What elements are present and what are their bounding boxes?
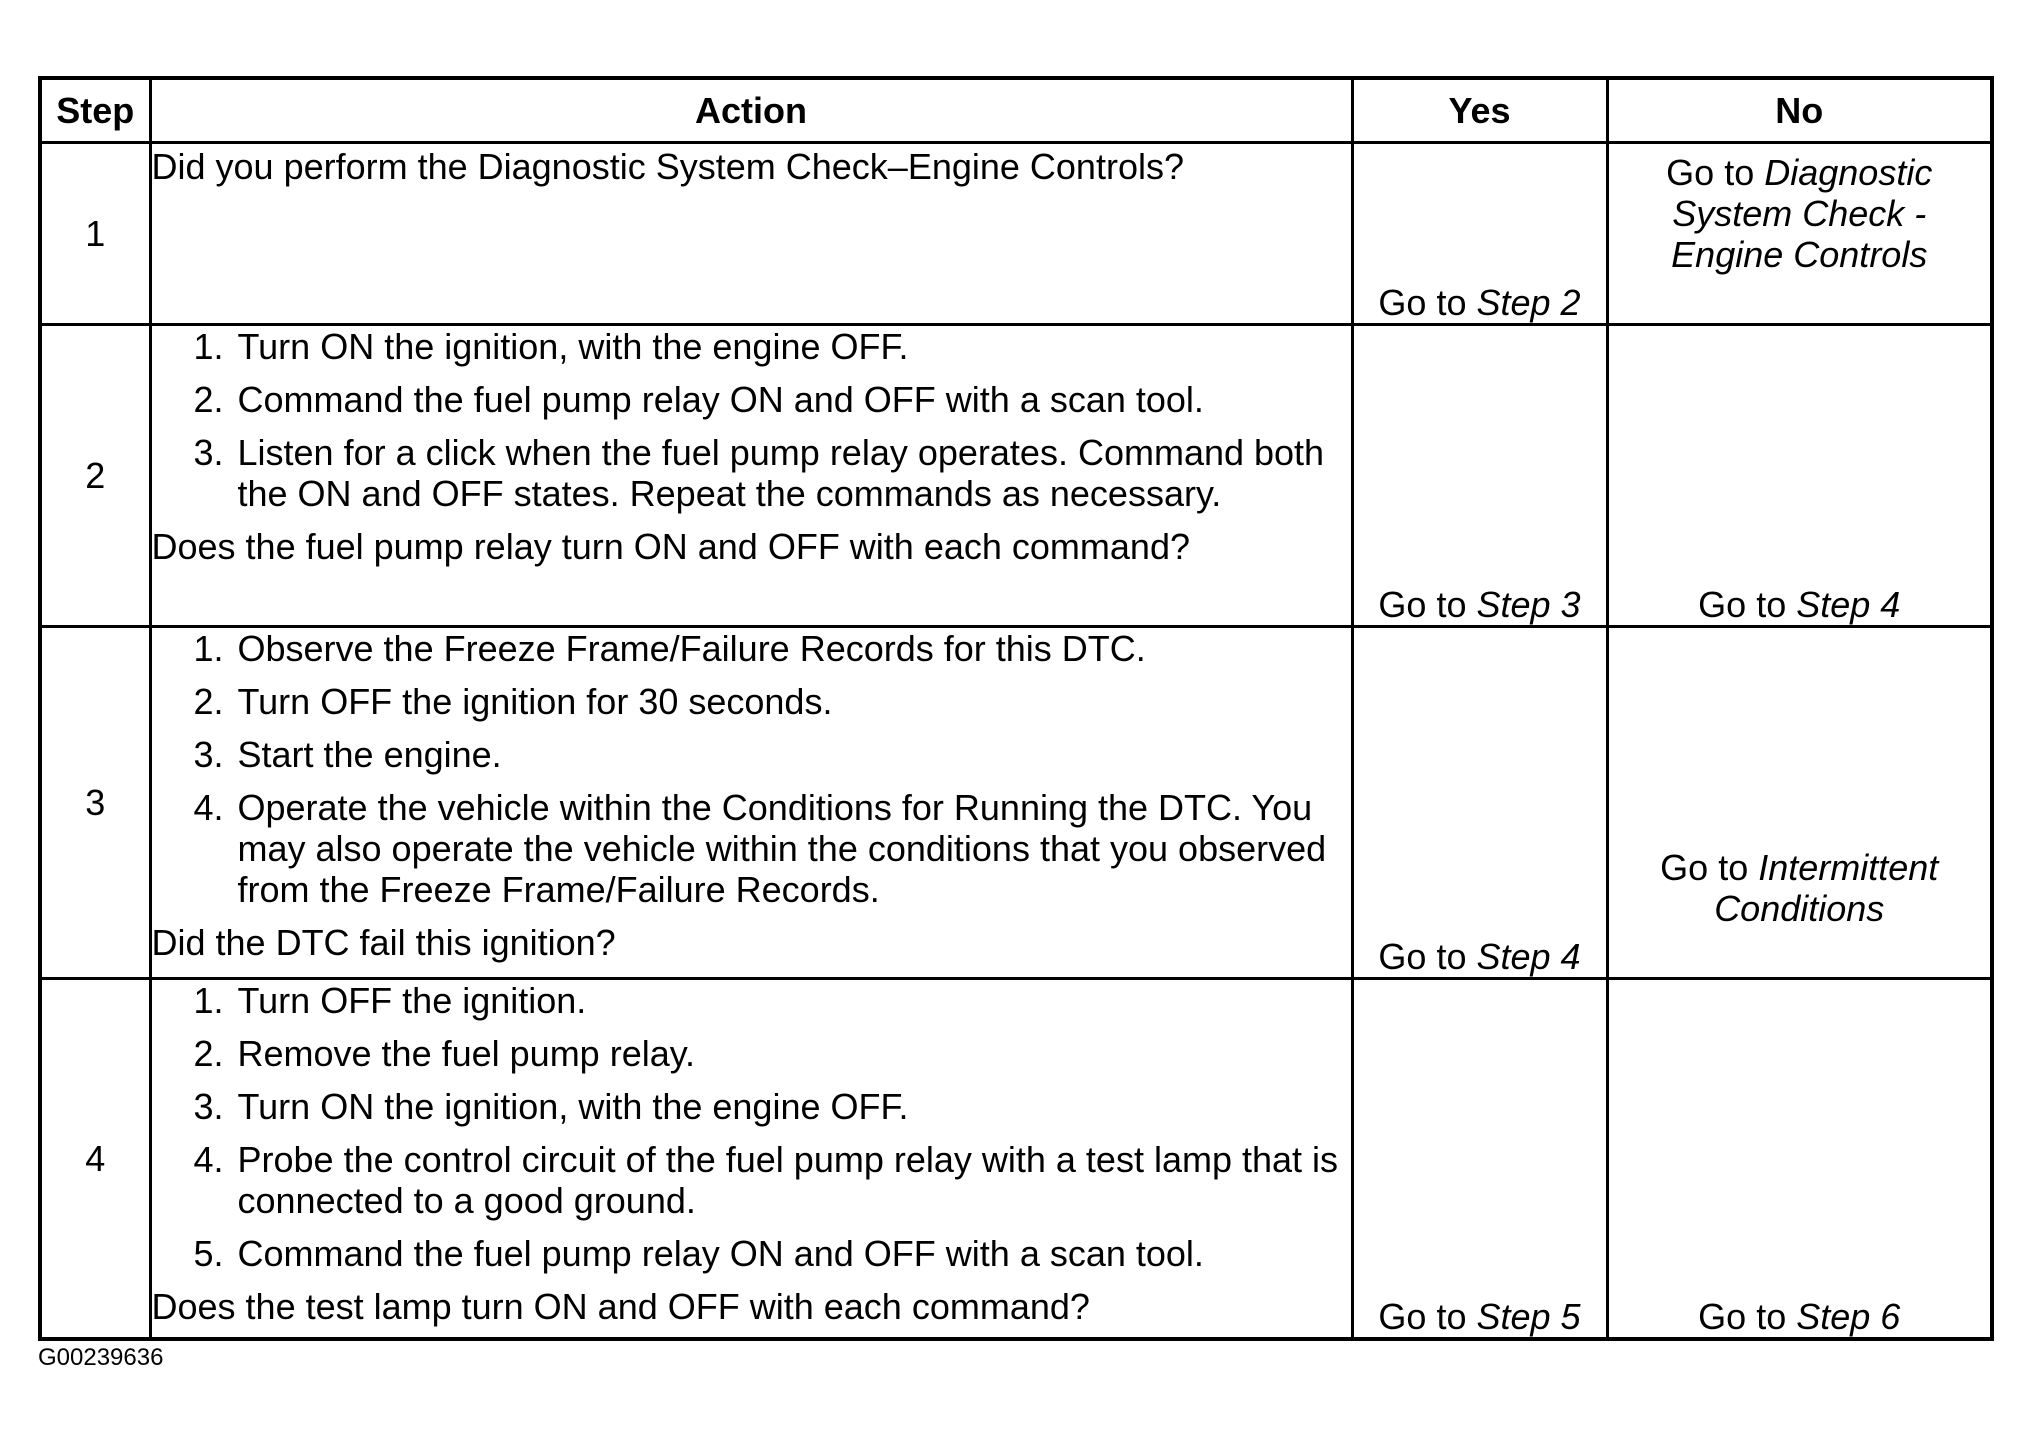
yes-prefix: Go to bbox=[1378, 584, 1477, 625]
item-number: 1. bbox=[193, 628, 224, 669]
header-action: Action bbox=[150, 78, 1352, 143]
item-number: 2. bbox=[193, 681, 224, 722]
table-row bbox=[40, 627, 1992, 979]
item-number: 3. bbox=[193, 734, 224, 775]
list-item bbox=[152, 1139, 1351, 1221]
yes-target: Step 3 bbox=[1476, 584, 1581, 625]
diagnostic-table bbox=[38, 76, 1994, 1341]
list-item bbox=[152, 1086, 1351, 1127]
action-steps bbox=[152, 628, 1351, 910]
no-target: Intermittent Conditions bbox=[1714, 847, 1939, 929]
yes-cell bbox=[1352, 627, 1607, 979]
list-item bbox=[152, 628, 1351, 669]
step-number: 3 bbox=[40, 627, 150, 979]
table-row bbox=[40, 143, 1992, 325]
yes-target: Step 5 bbox=[1476, 1295, 1581, 1337]
action-question: Did the DTC fail this ignition? bbox=[151, 922, 616, 963]
no-target: Diagnostic System Check - Engine Controls bbox=[1671, 152, 1933, 275]
yes-cell bbox=[1352, 979, 1607, 1339]
list-item bbox=[152, 980, 1351, 1021]
list-item bbox=[152, 1233, 1351, 1274]
yes-prefix: Go to bbox=[1378, 282, 1477, 323]
action-cell bbox=[150, 979, 1352, 1339]
no-prefix: Go to bbox=[1660, 847, 1759, 888]
no-cell bbox=[1607, 627, 1992, 979]
list-item bbox=[152, 379, 1351, 420]
header-no: No bbox=[1607, 78, 1992, 143]
no-cell bbox=[1607, 143, 1992, 325]
header-step: Step bbox=[40, 78, 150, 143]
action-cell bbox=[150, 143, 1352, 325]
action-steps bbox=[152, 980, 1351, 1274]
item-number: 5. bbox=[193, 1233, 224, 1274]
no-target: Step 6 bbox=[1796, 1295, 1901, 1337]
action-question: Does the fuel pump relay turn ON and OFF with each command? bbox=[151, 526, 1190, 567]
yes-prefix: Go to bbox=[1378, 1295, 1477, 1337]
item-number: 4. bbox=[193, 787, 224, 828]
yes-prefix: Go to bbox=[1378, 936, 1477, 977]
action-steps bbox=[152, 326, 1351, 514]
item-text: Remove the fuel pump relay. bbox=[237, 1033, 696, 1074]
no-target: Step 4 bbox=[1796, 584, 1901, 625]
list-item bbox=[152, 681, 1351, 722]
item-text: Observe the Freeze Frame/Failure Records for this DTC. bbox=[237, 628, 1146, 669]
step-number: 2 bbox=[40, 325, 150, 627]
action-cell bbox=[150, 627, 1352, 979]
item-text: Turn OFF the ignition. bbox=[237, 980, 587, 1021]
item-text: Listen for a click when the fuel pump relay operates. Command both the ON and OFF states. Repeat the commands as necessary. bbox=[237, 432, 1325, 514]
list-item bbox=[152, 326, 1351, 367]
header-row bbox=[40, 78, 1992, 143]
list-item bbox=[152, 1033, 1351, 1074]
no-prefix: Go to bbox=[1698, 584, 1797, 625]
no-prefix: Go to bbox=[1698, 1295, 1797, 1337]
table-row bbox=[40, 979, 1992, 1339]
step-number: 4 bbox=[40, 979, 150, 1339]
item-text: Operate the vehicle within the Conditions for Running the DTC. You may also operate the vehicle within the conditions that you observed from the Freeze Frame/Failure Records. bbox=[237, 787, 1327, 910]
list-item bbox=[152, 734, 1351, 775]
item-number: 4. bbox=[193, 1139, 224, 1180]
yes-cell bbox=[1352, 325, 1607, 627]
no-cell bbox=[1607, 325, 1992, 627]
item-number: 1. bbox=[193, 326, 224, 367]
action-question: Did you perform the Diagnostic System Check–Engine Controls? bbox=[151, 146, 1184, 187]
item-text: Start the engine. bbox=[237, 734, 502, 775]
item-text: Turn ON the ignition, with the engine OFF. bbox=[237, 326, 909, 367]
item-text: Turn ON the ignition, with the engine OFF. bbox=[237, 1086, 909, 1127]
no-prefix: Go to bbox=[1666, 152, 1765, 193]
header-yes: Yes bbox=[1352, 78, 1607, 143]
list-item bbox=[152, 432, 1351, 514]
list-item bbox=[152, 787, 1351, 910]
item-number: 3. bbox=[193, 432, 224, 473]
item-number: 3. bbox=[193, 1086, 224, 1127]
item-text: Probe the control circuit of the fuel pump relay with a test lamp that is connected to a good ground. bbox=[237, 1139, 1339, 1221]
no-cell bbox=[1607, 979, 1992, 1339]
action-question: Does the test lamp turn ON and OFF with each command? bbox=[151, 1286, 1090, 1327]
item-number: 1. bbox=[193, 980, 224, 1021]
item-number: 2. bbox=[193, 379, 224, 420]
item-text: Command the fuel pump relay ON and OFF with a scan tool. bbox=[237, 1233, 1204, 1274]
yes-cell bbox=[1352, 143, 1607, 325]
item-number: 2. bbox=[193, 1033, 224, 1074]
figure-id: G00239636 bbox=[38, 1344, 164, 1371]
item-text: Command the fuel pump relay ON and OFF with a scan tool. bbox=[237, 379, 1204, 420]
yes-target: Step 2 bbox=[1476, 282, 1581, 323]
step-number: 1 bbox=[40, 143, 150, 325]
item-text: Turn OFF the ignition for 30 seconds. bbox=[237, 681, 833, 722]
table-row bbox=[40, 325, 1992, 627]
yes-target: Step 4 bbox=[1476, 936, 1581, 977]
action-cell bbox=[150, 325, 1352, 627]
